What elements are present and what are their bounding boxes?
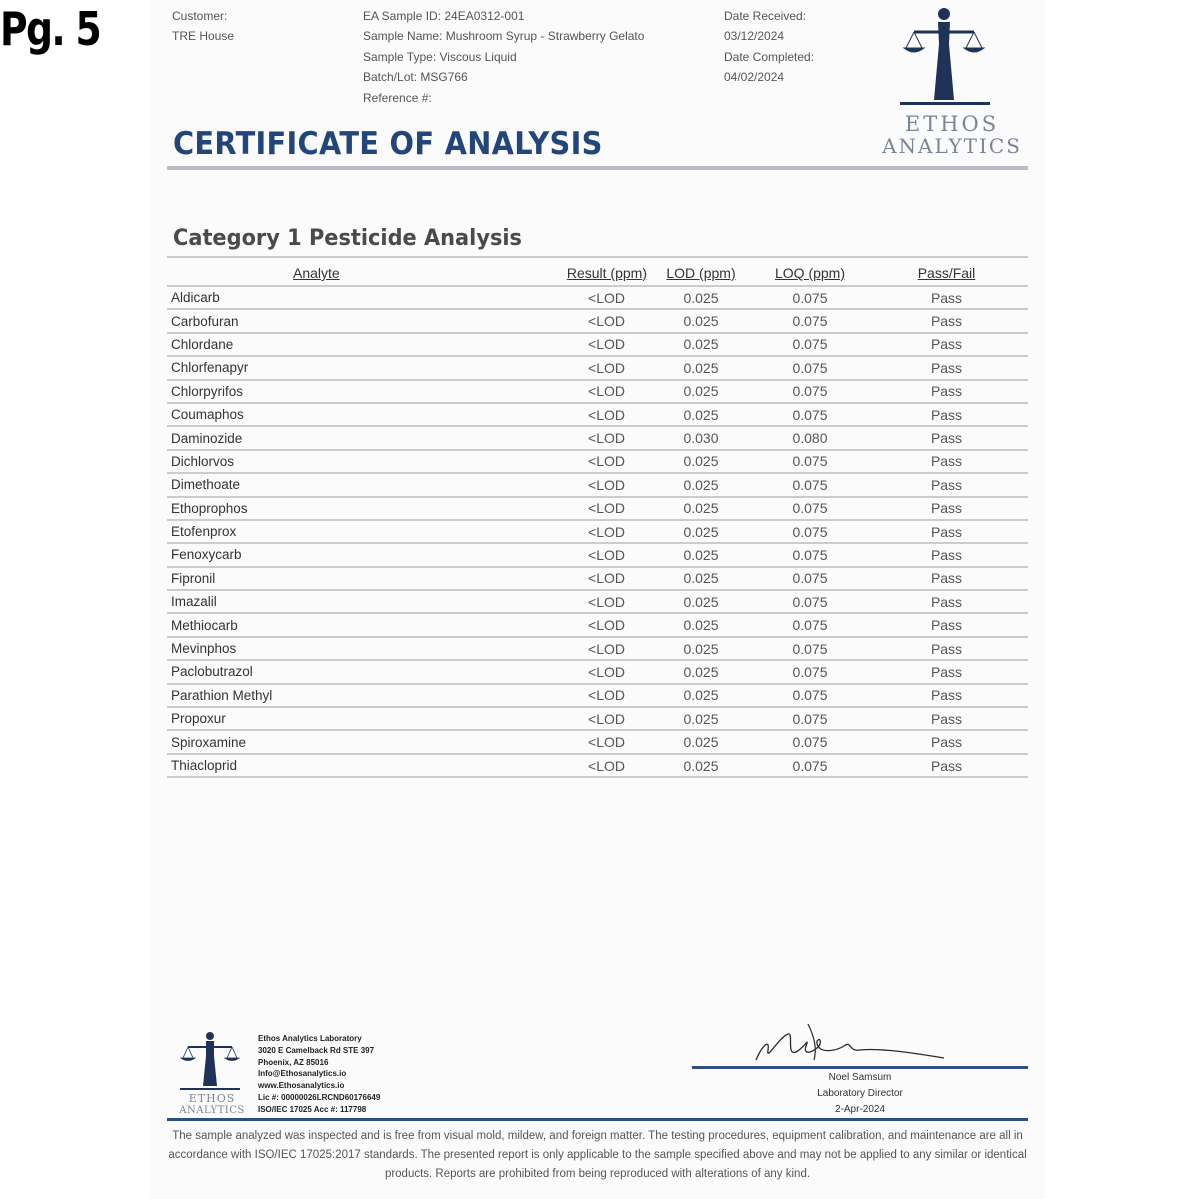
lod-cell: 0.025 [647,590,755,613]
table-row [167,426,1028,449]
lod-cell: 0.025 [647,309,755,332]
lod-cell: 0.025 [647,356,755,379]
sample-name: Sample Name: Mushroom Syrup - Strawberry Gelato [363,29,645,44]
logo-text-ethos: ETHOS [904,112,1000,136]
loq-cell: 0.075 [755,707,865,730]
result-cell: <LOD [467,754,647,777]
result-cell: <LOD [467,356,647,379]
lod-cell: 0.025 [647,567,755,590]
result-cell: <LOD [467,473,647,496]
table-row [167,309,1028,332]
result-cell: <LOD [467,543,647,566]
analyte-cell: Methiocarb [167,613,467,636]
analyte-cell: Thiacloprid [167,754,467,777]
lod-cell: 0.025 [647,543,755,566]
lab-address: 3020 E Camelback Rd STE 397 [258,1045,375,1055]
lab-contact-info [258,1033,380,1116]
lod-cell: 0.025 [647,637,755,660]
pass-fail-cell: Pass [865,684,1028,707]
lod-cell: 0.025 [647,730,755,753]
loq-cell: 0.075 [755,730,865,753]
pass-fail-cell: Pass [865,450,1028,473]
sample-type: Sample Type: Viscous Liquid [363,49,517,64]
result-cell: <LOD [467,497,647,520]
analyte-cell: Daminozide [167,426,467,449]
pass-fail-cell: Pass [865,356,1028,379]
analyte-cell: Chlordane [167,333,467,356]
lod-cell: 0.025 [647,473,755,496]
footer-scales-icon [170,1030,254,1092]
table-row [167,613,1028,636]
table-row [167,403,1028,426]
analyte-cell: Dimethoate [167,473,467,496]
pass-fail-cell: Pass [865,497,1028,520]
pass-fail-cell: Pass [865,590,1028,613]
signature-line [692,1066,1028,1069]
loq-cell: 0.075 [755,450,865,473]
lod-cell: 0.025 [647,684,755,707]
loq-cell: 0.075 [755,286,865,309]
analyte-cell: Mevinphos [167,637,467,660]
pass-fail-cell: Pass [865,380,1028,403]
loq-cell: 0.075 [755,380,865,403]
result-cell: <LOD [467,730,647,753]
pass-fail-cell: Pass [865,426,1028,449]
table-row [167,754,1028,777]
ethos-logo [872,4,1032,160]
analyte-cell: Imazalil [167,590,467,613]
pass-fail-cell: Pass [865,660,1028,683]
footer-logo-analytics: ANALYTICS [179,1105,245,1116]
certificate-title: CERTIFICATE OF ANALYSIS [173,126,603,162]
signer-name: Noel Samsum [828,1072,892,1083]
page-number-label: Pg. 5 [0,2,101,56]
pass-fail-cell: Pass [865,403,1028,426]
pass-fail-cell: Pass [865,730,1028,753]
analyte-cell: Carbofuran [167,309,467,332]
table-row [167,543,1028,566]
loq-cell: 0.075 [755,497,865,520]
lod-cell: 0.025 [647,660,755,683]
lod-cell: 0.025 [647,380,755,403]
table-row [167,520,1028,543]
lab-name: Ethos Analytics Laboratory [258,1034,362,1043]
result-cell: <LOD [467,450,647,473]
pass-fail-cell: Pass [865,520,1028,543]
column-header-loq: LOQ (ppm) [755,261,865,286]
signature-icon [748,1016,948,1068]
result-cell: <LOD [467,380,647,403]
analyte-cell: Propoxur [167,707,467,730]
sample-info-block [363,6,644,108]
date-received-label: Date Received: [724,9,807,23]
result-cell: <LOD [467,426,647,449]
loq-cell: 0.075 [755,613,865,636]
lod-cell: 0.025 [647,520,755,543]
pass-fail-cell: Pass [865,286,1028,309]
lod-cell: 0.025 [647,450,755,473]
pass-fail-cell: Pass [865,707,1028,730]
footer-logo [170,1030,254,1120]
result-cell: <LOD [467,613,647,636]
analyte-cell: Fenoxycarb [167,543,467,566]
table-row [167,497,1028,520]
loq-cell: 0.075 [755,637,865,660]
lod-cell: 0.030 [647,426,755,449]
result-cell: <LOD [467,309,647,332]
loq-cell: 0.075 [755,473,865,496]
table-row [167,660,1028,683]
table-row [167,567,1028,590]
column-header-lod: LOD (ppm) [647,261,755,286]
lod-cell: 0.025 [647,497,755,520]
footer-divider [167,1118,1028,1121]
table-row [167,473,1028,496]
lod-cell: 0.025 [647,613,755,636]
lod-cell: 0.025 [647,707,755,730]
loq-cell: 0.075 [755,356,865,379]
date-completed: 04/02/2024 [724,70,785,85]
title-divider [167,166,1028,170]
column-header-pass-fail: Pass/Fail [865,261,1028,286]
pass-fail-cell: Pass [865,309,1028,332]
lod-cell: 0.025 [647,333,755,356]
result-cell: <LOD [467,333,647,356]
pass-fail-cell: Pass [865,637,1028,660]
sign-date: 2-Apr-2024 [834,1104,886,1115]
lab-email: Info@Ethosanalytics.io [258,1069,347,1079]
logo-text-analytics: ANALYTICS [882,134,1022,158]
analyte-cell: Paclobutrazol [167,660,467,683]
column-header-analyte: Analyte [167,261,467,286]
loq-cell: 0.075 [755,754,865,777]
pesticide-results-table [167,261,1028,778]
result-cell: <LOD [467,590,647,613]
analyte-cell: Parathion Methyl [167,684,467,707]
customer-label: Customer: [172,9,228,23]
signature-block [692,1070,1028,1118]
table-header-row [167,261,1028,286]
lod-cell: 0.025 [647,286,755,309]
loq-cell: 0.075 [755,590,865,613]
pass-fail-cell: Pass [865,473,1028,496]
loq-cell: 0.075 [755,520,865,543]
pass-fail-cell: Pass [865,543,1028,566]
table-row [167,286,1028,309]
footer-logo-ethos: ETHOS [188,1092,236,1105]
analyte-cell: Fipronil [167,567,467,590]
table-row [167,637,1028,660]
scales-of-justice-icon [872,4,1032,114]
table-row [167,730,1028,753]
analyte-cell: Aldicarb [167,286,467,309]
disclaimer-text: The sample analyzed was inspected and is free from visual mold, mildew, and foreign matter. The testing procedures, equipment calibration, and maintenance are all in accordance with ISO/IEC 17025:2017 standards. The presented report is only applicable to the sample specified above and may not be applied to any similar or identical products. Reports are prohibited from being reproduced with alterations of any kind. [168,1130,1027,1180]
section-divider [167,256,1028,258]
table-row [167,380,1028,403]
loq-cell: 0.075 [755,660,865,683]
signer-title: Laboratory Director [817,1088,903,1099]
result-cell: <LOD [467,637,647,660]
loq-cell: 0.075 [755,567,865,590]
analyte-cell: Ethoprophos [167,497,467,520]
pass-fail-cell: Pass [865,567,1028,590]
loq-cell: 0.075 [755,543,865,566]
column-header-result: Result (ppm) [467,261,647,286]
pass-fail-cell: Pass [865,754,1028,777]
result-cell: <LOD [467,403,647,426]
analyte-cell: Etofenprox [167,520,467,543]
customer-block [172,6,234,47]
table-row [167,684,1028,707]
lab-website: www.Ethosanalytics.io [258,1081,345,1091]
date-completed-label: Date Completed: [724,49,815,64]
batch-lot: Batch/Lot: MSG766 [363,70,468,85]
table-row [167,450,1028,473]
lab-city: Phoenix, AZ 85016 [258,1057,329,1067]
section-title: Category 1 Pesticide Analysis [173,226,523,251]
sample-id: EA Sample ID: 24EA0312-001 [363,9,525,23]
loq-cell: 0.075 [755,403,865,426]
result-cell: <LOD [467,520,647,543]
customer-value: TRE House [172,29,235,44]
table-row [167,707,1028,730]
result-cell: <LOD [467,286,647,309]
analyte-cell: Chlorpyrifos [167,380,467,403]
analyte-cell: Dichlorvos [167,450,467,473]
loq-cell: 0.075 [755,333,865,356]
reference: Reference #: [363,90,432,105]
pass-fail-cell: Pass [865,333,1028,356]
analyte-cell: Chlorfenapyr [167,356,467,379]
result-cell: <LOD [467,567,647,590]
analyte-cell: Spiroxamine [167,730,467,753]
table-row [167,333,1028,356]
lab-accreditation: ISO/IEC 17025 Acc #: 117798 [258,1104,367,1114]
table-row [167,590,1028,613]
lod-cell: 0.025 [647,754,755,777]
dates-block [724,6,814,88]
loq-cell: 0.075 [755,309,865,332]
date-received: 03/12/2024 [724,29,785,44]
analyte-cell: Coumaphos [167,403,467,426]
result-cell: <LOD [467,707,647,730]
loq-cell: 0.075 [755,684,865,707]
table-row [167,356,1028,379]
lod-cell: 0.025 [647,403,755,426]
loq-cell: 0.080 [755,426,865,449]
lab-license: Lic #: 00000026LRCND60176649 [258,1092,381,1102]
pass-fail-cell: Pass [865,613,1028,636]
result-cell: <LOD [467,684,647,707]
result-cell: <LOD [467,660,647,683]
